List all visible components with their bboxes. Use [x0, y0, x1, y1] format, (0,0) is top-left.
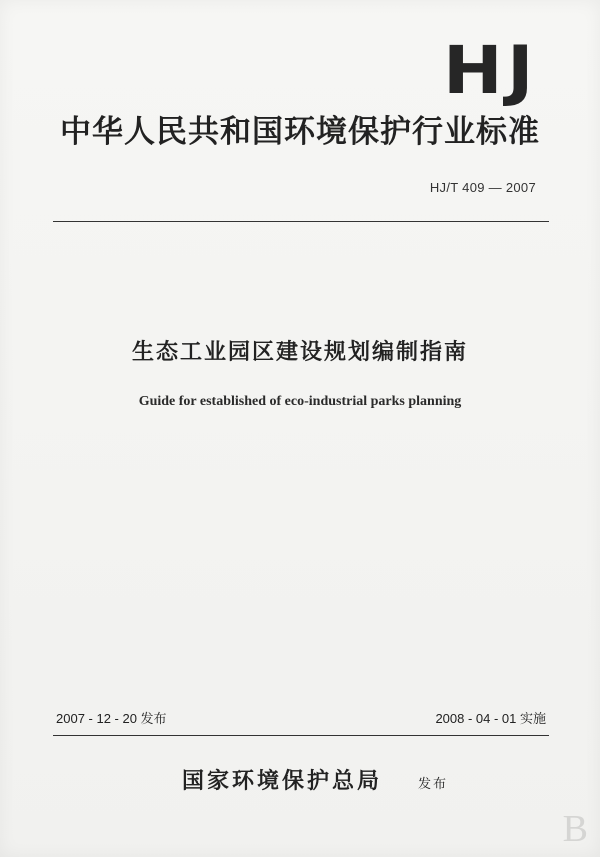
issuer-line — [0, 764, 600, 795]
standard-code: HJ/T 409 — 2007 — [429, 180, 536, 195]
corner-watermark: B — [562, 808, 588, 850]
hj-logo: HJ — [443, 32, 538, 109]
publish-label: 发布 — [418, 777, 449, 792]
top-divider — [53, 221, 549, 222]
document-title-english: Guide for established of eco-industrial parks planning — [138, 394, 462, 409]
bottom-divider — [53, 735, 549, 736]
issuing-authority: 国家环境保护总局 — [181, 769, 382, 794]
issue-date: 2007 - 12 - 20 发布 — [56, 711, 167, 726]
effective-date: 2008 - 04 - 01 实施 — [435, 711, 546, 726]
standard-category-title: 中华人民共和国环境保护行业标准 — [60, 114, 540, 150]
document-title-chinese: 生态工业园区建设规划编制指南 — [131, 340, 468, 365]
